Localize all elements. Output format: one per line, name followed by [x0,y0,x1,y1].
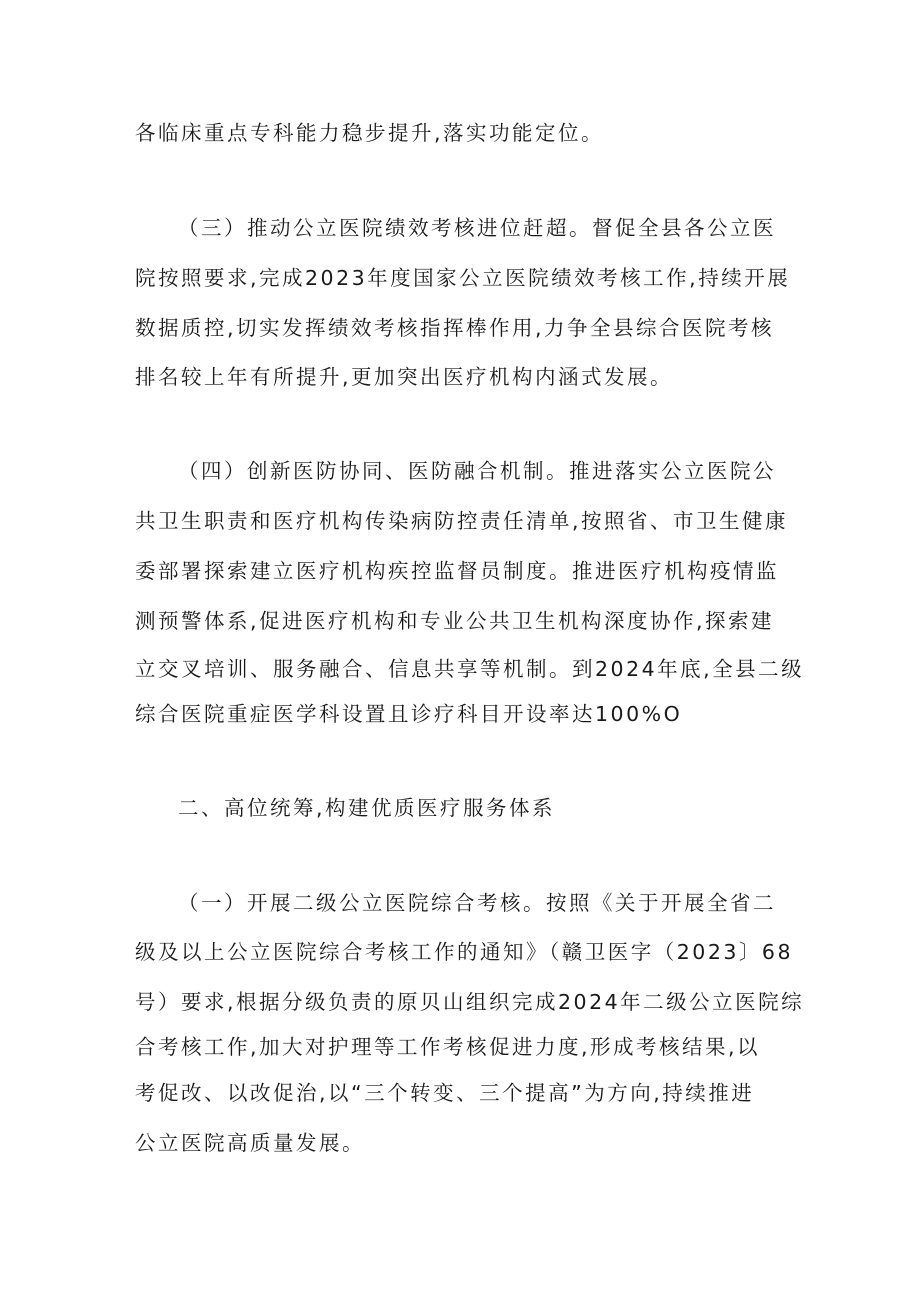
paragraph-line [0,606,920,636]
paragraph-line [0,506,920,536]
paragraph-line [0,654,920,684]
text-line: （三）推动公立医院绩效考核进位赶超。督促全县各公立医 [178,216,776,240]
text-line: 共卫生职责和医疗机构传染病防控责任清单,按照省、市卫生健康 [135,509,789,533]
text-line: 合考核工作,加大对护理等工作考核促进力度,形成考核结果,以 [135,1035,761,1059]
paragraph-line [0,556,920,586]
text-line: 委部署探索建立医疗机构疾控监督员制度。推进医疗机构疫情监 [135,559,779,583]
text-line: 级及以上公立医院综合考核工作的通知》（赣卫医字（2023〕68 [135,940,794,964]
text-line: 立交叉培训、服务融合、信息共享等机制。到2024年底,全县二级 [135,657,805,681]
paragraph-line [0,456,920,486]
paragraph-line [0,888,920,918]
section-heading [0,793,920,823]
text-line: 综合医院重症医学科设置且诊疗科目开设率达100%O [135,702,683,726]
paragraph-line [0,313,920,343]
text-line: （一）开展二级公立医院综合考核。按照《关于开展全省二 [178,891,776,915]
text-line: 院按照要求,完成2023年度国家公立医院绩效考核工作,持续开展 [135,266,791,290]
paragraph-line [0,118,920,148]
text-line: 公立医院高质量发展。 [135,1131,365,1155]
paragraph-line [0,937,920,967]
paragraph-line [0,213,920,243]
text-line: （四）创新医防协同、医防融合机制。推进落实公立医院公 [178,459,776,483]
paragraph-line [0,263,920,293]
paragraph-line [0,987,920,1017]
paragraph-line [0,1032,920,1062]
text-line: 号）要求,根据分级负责的原贝山组织完成2024年二级公立医院综 [135,990,805,1014]
text-line: 排名较上年有所提升,更加突出医疗机构内涵式发展。 [135,365,674,389]
paragraph-line [0,1128,920,1158]
heading-text: 二、高位统筹,构建优质医疗服务体系 [178,796,556,820]
paragraph-line [0,362,920,392]
text-line: 测预警体系,促进医疗机构和专业公共卫生机构深度协作,探索建 [135,609,775,633]
text-line: 考促改、以改促治,以“三个转变、三个提高”为方向,持续推进 [135,1081,755,1105]
text-line: 各临床重点专科能力稳步提升,落实功能定位。 [135,121,605,145]
paragraph-line [0,699,920,729]
paragraph-line [0,1078,920,1108]
text-line: 数据质控,切实发挥绩效考核指挥棒作用,力争全县综合医院考核 [135,316,775,340]
